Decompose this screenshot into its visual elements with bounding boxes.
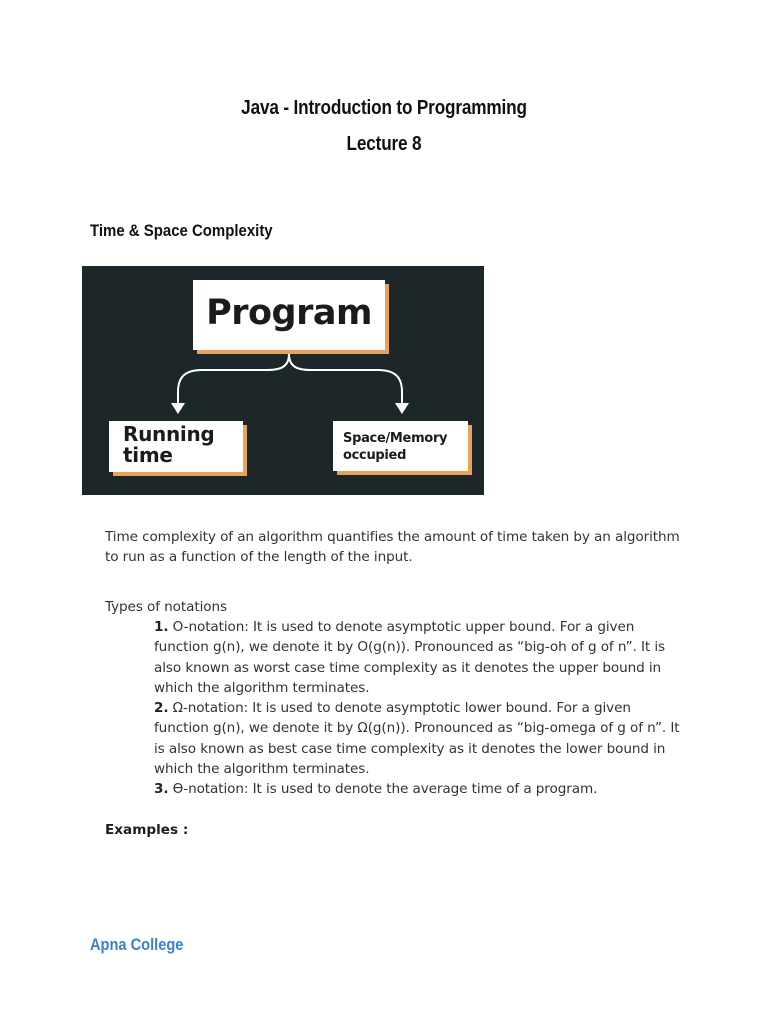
notation-text: Ω-notation: It is used to denote asymptotic lower bound. For a given function g(n), we denote it by Ω(g(n)). Pronounced as “big-omega of g of n”. It is also known as best case time complexity as it denotes the lower bound in which the algorithm terminates. (154, 700, 680, 778)
running-time-label: Running time (123, 422, 215, 467)
notation-text: O-notation: It is used to denote asymptotic upper bound. For a given function g(n), we denote it by O(g(n)). Pronounced as “big-oh of g of n”. It is also known as worst case time complexity as it denotes the upper bound in which the algorithm terminates. (154, 619, 666, 696)
notation-item-big-omega (154, 698, 684, 779)
section-heading: Time & Space Complexity (90, 221, 273, 240)
lecture-subtitle: Lecture 8 (346, 133, 422, 155)
running-time-box (109, 421, 243, 472)
time-complexity-definition: Time complexity of an algorithm quantifies the amount of time taken by an algorithm to run as a function of the length of the input. (105, 529, 680, 566)
footer-brand: Apna College (90, 935, 184, 954)
program-box (193, 280, 385, 350)
notation-item-big-o (154, 617, 684, 698)
notation-number: 3. (154, 781, 169, 798)
notation-text: ϴ-notation: It is used to denote the average time of a program. (172, 781, 598, 798)
notation-number: 2. (154, 700, 169, 717)
notation-list (154, 617, 684, 800)
notation-item-big-theta (154, 779, 684, 799)
notation-number: 1. (154, 619, 169, 635)
space-memory-label: Space/Memory occupied (343, 431, 448, 463)
examples-label: Examples : (105, 822, 189, 838)
types-heading: Types of notations (105, 599, 227, 615)
page-title: Java - Introduction to Programming (241, 97, 527, 119)
complexity-diagram (82, 266, 484, 495)
space-memory-box (333, 421, 468, 471)
program-label: Program (206, 293, 372, 333)
